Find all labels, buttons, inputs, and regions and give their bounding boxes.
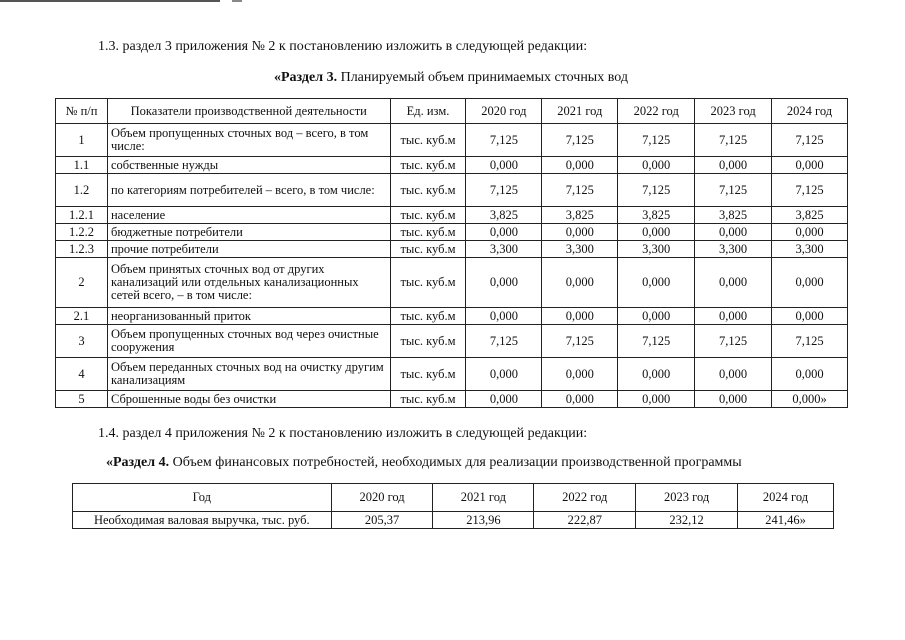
table-row (56, 308, 848, 325)
table-row (56, 207, 848, 224)
paragraph-1-4: 1.4. раздел 4 приложения № 2 к постановлению изложить в следующей редакции: (98, 426, 588, 441)
table-row (56, 258, 848, 308)
row-label: Необходимая валовая выручка, тыс. руб. (73, 512, 332, 529)
row-number: 1 (56, 124, 108, 157)
section-3-label: «Раздел 3. (274, 70, 338, 85)
table-cell: 205,37 (331, 512, 433, 529)
table-cell: 7,125 (618, 124, 695, 157)
column-header: 2022 год (618, 99, 695, 124)
table-cell: 7,125 (466, 325, 542, 358)
table-cell: 7,125 (772, 325, 848, 358)
column-header: Ед. изм. (390, 99, 466, 124)
table-row (73, 512, 834, 529)
row-number: 3 (56, 325, 108, 358)
financial-needs-table (72, 483, 834, 529)
table-cell: 0,000» (772, 391, 848, 408)
table-cell: 0,000 (772, 157, 848, 174)
table-cell: 213,96 (433, 512, 534, 529)
table-row (56, 174, 848, 207)
table-cell: 0,000 (542, 258, 618, 308)
table-cell: 7,125 (695, 174, 772, 207)
table-cell: 7,125 (772, 124, 848, 157)
row-indicator-name: по категориям потребителей – всего, в том числе: (107, 174, 390, 207)
column-header: № п/п (56, 99, 108, 124)
row-number: 1.2.1 (56, 207, 108, 224)
table-cell: 3,825 (772, 207, 848, 224)
table-cell: 7,125 (772, 174, 848, 207)
table-cell: 0,000 (466, 258, 542, 308)
table-cell: 3,825 (542, 207, 618, 224)
table-cell: 0,000 (542, 358, 618, 391)
scan-edge-mark (232, 0, 242, 2)
table-cell: 0,000 (542, 391, 618, 408)
row-unit: тыс. куб.м (390, 124, 466, 157)
table-cell: 0,000 (466, 391, 542, 408)
row-number: 1.2.3 (56, 241, 108, 258)
table-cell: 0,000 (466, 157, 542, 174)
column-header: 2020 год (331, 484, 433, 512)
row-number: 2.1 (56, 308, 108, 325)
table-row (56, 358, 848, 391)
row-number: 5 (56, 391, 108, 408)
table-cell: 0,000 (695, 157, 772, 174)
table-cell: 0,000 (466, 308, 542, 325)
table-cell: 0,000 (695, 258, 772, 308)
table-cell: 3,825 (695, 207, 772, 224)
table-cell: 3,825 (618, 207, 695, 224)
row-unit: тыс. куб.м (390, 358, 466, 391)
table-cell: 0,000 (618, 308, 695, 325)
table-cell: 7,125 (618, 325, 695, 358)
table-cell: 3,300 (542, 241, 618, 258)
table-row (56, 124, 848, 157)
table-cell: 0,000 (695, 358, 772, 391)
table-header-row (56, 99, 848, 124)
column-header: 2023 год (695, 99, 772, 124)
section-4-label: «Раздел 4. (106, 455, 170, 470)
row-unit: тыс. куб.м (390, 224, 466, 241)
column-header: 2024 год (772, 99, 848, 124)
column-header: 2023 год (636, 484, 738, 512)
table-cell: 0,000 (772, 308, 848, 325)
row-indicator-name: собственные нужды (107, 157, 390, 174)
table-cell: 0,000 (542, 157, 618, 174)
table-cell: 0,000 (466, 224, 542, 241)
table-row (56, 157, 848, 174)
table-cell: 0,000 (695, 308, 772, 325)
column-header: 2020 год (466, 99, 542, 124)
table-cell: 0,000 (618, 224, 695, 241)
table-row (56, 391, 848, 408)
table-cell: 7,125 (695, 124, 772, 157)
table-cell: 241,46» (738, 512, 834, 529)
table-cell: 7,125 (542, 325, 618, 358)
table-cell: 7,125 (618, 174, 695, 207)
row-indicator-name: бюджетные потребители (107, 224, 390, 241)
row-indicator-name: Объем переданных сточных вод на очистку другим канализациям (107, 358, 390, 391)
section-4-title: Объем финансовых потребностей, необходимых для реализации производственной программы (169, 455, 742, 470)
row-indicator-name: неорганизованный приток (107, 308, 390, 325)
table-header-row (73, 484, 834, 512)
row-unit: тыс. куб.м (390, 207, 466, 224)
column-header: Показатели производственной деятельности (107, 99, 390, 124)
table-cell: 0,000 (618, 391, 695, 408)
table-cell: 0,000 (542, 308, 618, 325)
table-cell: 0,000 (695, 224, 772, 241)
row-number: 1.2.2 (56, 224, 108, 241)
table-cell: 0,000 (466, 358, 542, 391)
row-number: 1.1 (56, 157, 108, 174)
table-cell: 7,125 (466, 174, 542, 207)
table-cell: 0,000 (695, 391, 772, 408)
row-indicator-name: Объем пропущенных сточных вод через очистные сооружения (107, 325, 390, 358)
row-unit: тыс. куб.м (390, 157, 466, 174)
row-indicator-name: Объем принятых сточных вод от других канализаций или отдельных канализационных сетей всего, – в том числе: (107, 258, 390, 308)
table-cell: 3,300 (618, 241, 695, 258)
column-header: 2021 год (433, 484, 534, 512)
column-header: 2022 год (534, 484, 636, 512)
table-cell: 7,125 (695, 325, 772, 358)
table-row (56, 325, 848, 358)
row-unit: тыс. куб.м (390, 391, 466, 408)
table-cell: 0,000 (772, 358, 848, 391)
scan-edge-line (0, 0, 220, 2)
table-cell: 7,125 (466, 124, 542, 157)
paragraph-1-3: 1.3. раздел 3 приложения № 2 к постановлению изложить в следующей редакции: (98, 39, 588, 54)
row-indicator-name: Сброшенные воды без очистки (107, 391, 390, 408)
row-unit: тыс. куб.м (390, 174, 466, 207)
table-cell: 222,87 (534, 512, 636, 529)
column-header: 2021 год (542, 99, 618, 124)
row-indicator-name: прочие потребители (107, 241, 390, 258)
table-row (56, 224, 848, 241)
table-cell: 3,300 (466, 241, 542, 258)
section-3-heading (274, 70, 628, 86)
section-4-heading (106, 455, 742, 471)
row-indicator-name: население (107, 207, 390, 224)
table-row (56, 241, 848, 258)
table-cell: 0,000 (542, 224, 618, 241)
table-cell: 3,300 (772, 241, 848, 258)
table-cell: 0,000 (618, 358, 695, 391)
row-unit: тыс. куб.м (390, 325, 466, 358)
row-unit: тыс. куб.м (390, 258, 466, 308)
table-cell: 7,125 (542, 124, 618, 157)
table-cell: 7,125 (542, 174, 618, 207)
column-header: 2024 год (738, 484, 834, 512)
table-cell: 0,000 (772, 224, 848, 241)
row-number: 2 (56, 258, 108, 308)
table-cell: 3,300 (695, 241, 772, 258)
section-3-title: Планируемый объем принимаемых сточных вод (337, 70, 628, 85)
table-cell: 0,000 (772, 258, 848, 308)
column-header: Год (73, 484, 332, 512)
row-number: 1.2 (56, 174, 108, 207)
row-indicator-name: Объем пропущенных сточных вод – всего, в том числе: (107, 124, 390, 157)
table-cell: 0,000 (618, 157, 695, 174)
table-cell: 0,000 (618, 258, 695, 308)
row-unit: тыс. куб.м (390, 241, 466, 258)
table-cell: 3,825 (466, 207, 542, 224)
row-unit: тыс. куб.м (390, 308, 466, 325)
wastewater-volume-table (55, 98, 848, 408)
table-cell: 232,12 (636, 512, 738, 529)
row-number: 4 (56, 358, 108, 391)
